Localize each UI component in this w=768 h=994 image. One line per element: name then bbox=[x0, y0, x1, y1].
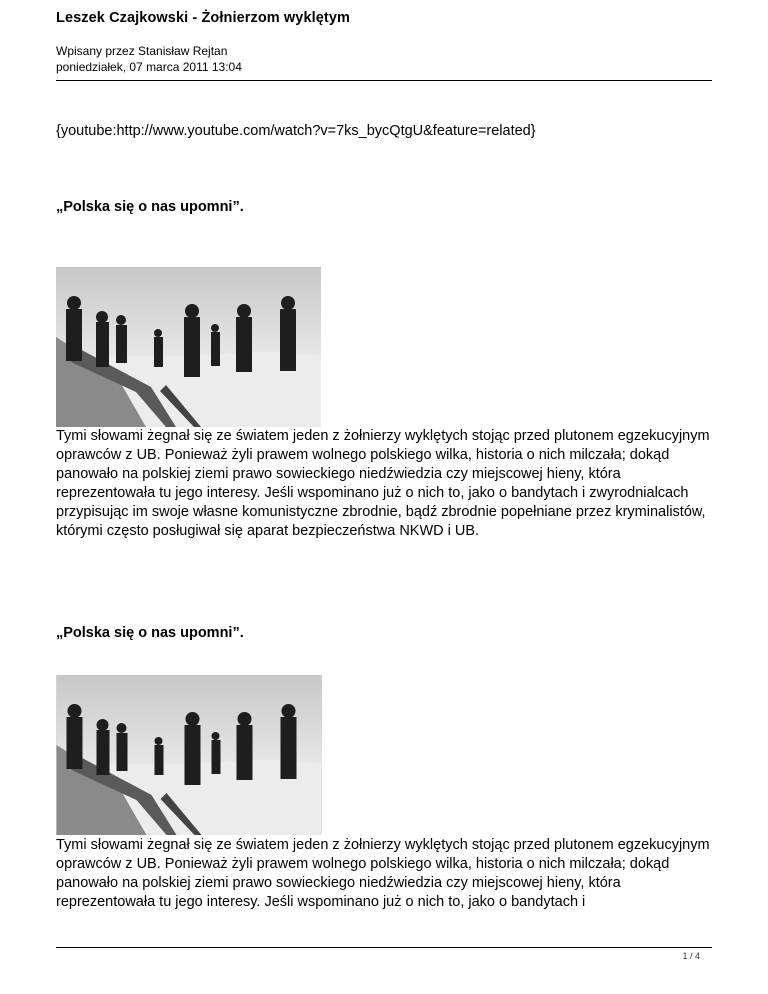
page-number: 1 / 4 bbox=[682, 951, 700, 961]
section-paragraph: Tymi słowami żegnał się ze światem jeden z żołnierzy wyklętych stojąc przed plutonem egzekucyjnym oprawców z UB. Ponieważ żyli prawem wolnego polskiego wilka, historia o nich milczała; dokąd panowało na polskiej ziemi prawo sowieckiego niedźwiedzia czy miejscowej hieny, która reprezentowała tu jego interesy. Jeśli wspominano już o nich to, jako o bandytach i zwyrodnialcach przypisując im swoje własne komunistyczne zbrodnie, bądź zbrodnie popełniane przez kryminalistów, którymi często posługiwał się aparat bezpieczeństwa NKWD i UB. bbox=[56, 428, 710, 539]
youtube-embed-code: {youtube:http://www.youtube.com/watch?v=7ks_bycQtgU&feature=related} bbox=[56, 123, 536, 139]
author-line: Wpisany przez Stanisław Rejtan bbox=[56, 44, 228, 58]
section-heading: „Polska się o nas upomni”. bbox=[56, 199, 244, 215]
article-meta bbox=[56, 43, 242, 75]
header-divider bbox=[56, 80, 712, 81]
date-line: poniedziałek, 07 marca 2011 13:04 bbox=[56, 60, 242, 74]
soldiers-photo bbox=[56, 675, 322, 835]
soldiers-photo bbox=[56, 267, 321, 427]
soldiers-photo-image bbox=[56, 267, 321, 427]
page-title: Leszek Czajkowski - Żołnierzom wyklętym bbox=[56, 10, 350, 26]
soldiers-photo-image bbox=[56, 675, 322, 835]
footer-divider bbox=[56, 947, 712, 948]
section-heading: „Polska się o nas upomni”. bbox=[56, 625, 244, 641]
section-paragraph: Tymi słowami żegnał się ze światem jeden z żołnierzy wyklętych stojąc przed plutonem egzekucyjnym oprawców z UB. Ponieważ żyli prawem wolnego polskiego wilka, historia o nich milczała; dokąd panowało na polskiej ziemi prawo sowieckiego niedźwiedzia czy miejscowej hieny, która reprezentowała tu jego interesy. Jeśli wspominano już o nich to, jako o bandytach i bbox=[56, 837, 710, 910]
